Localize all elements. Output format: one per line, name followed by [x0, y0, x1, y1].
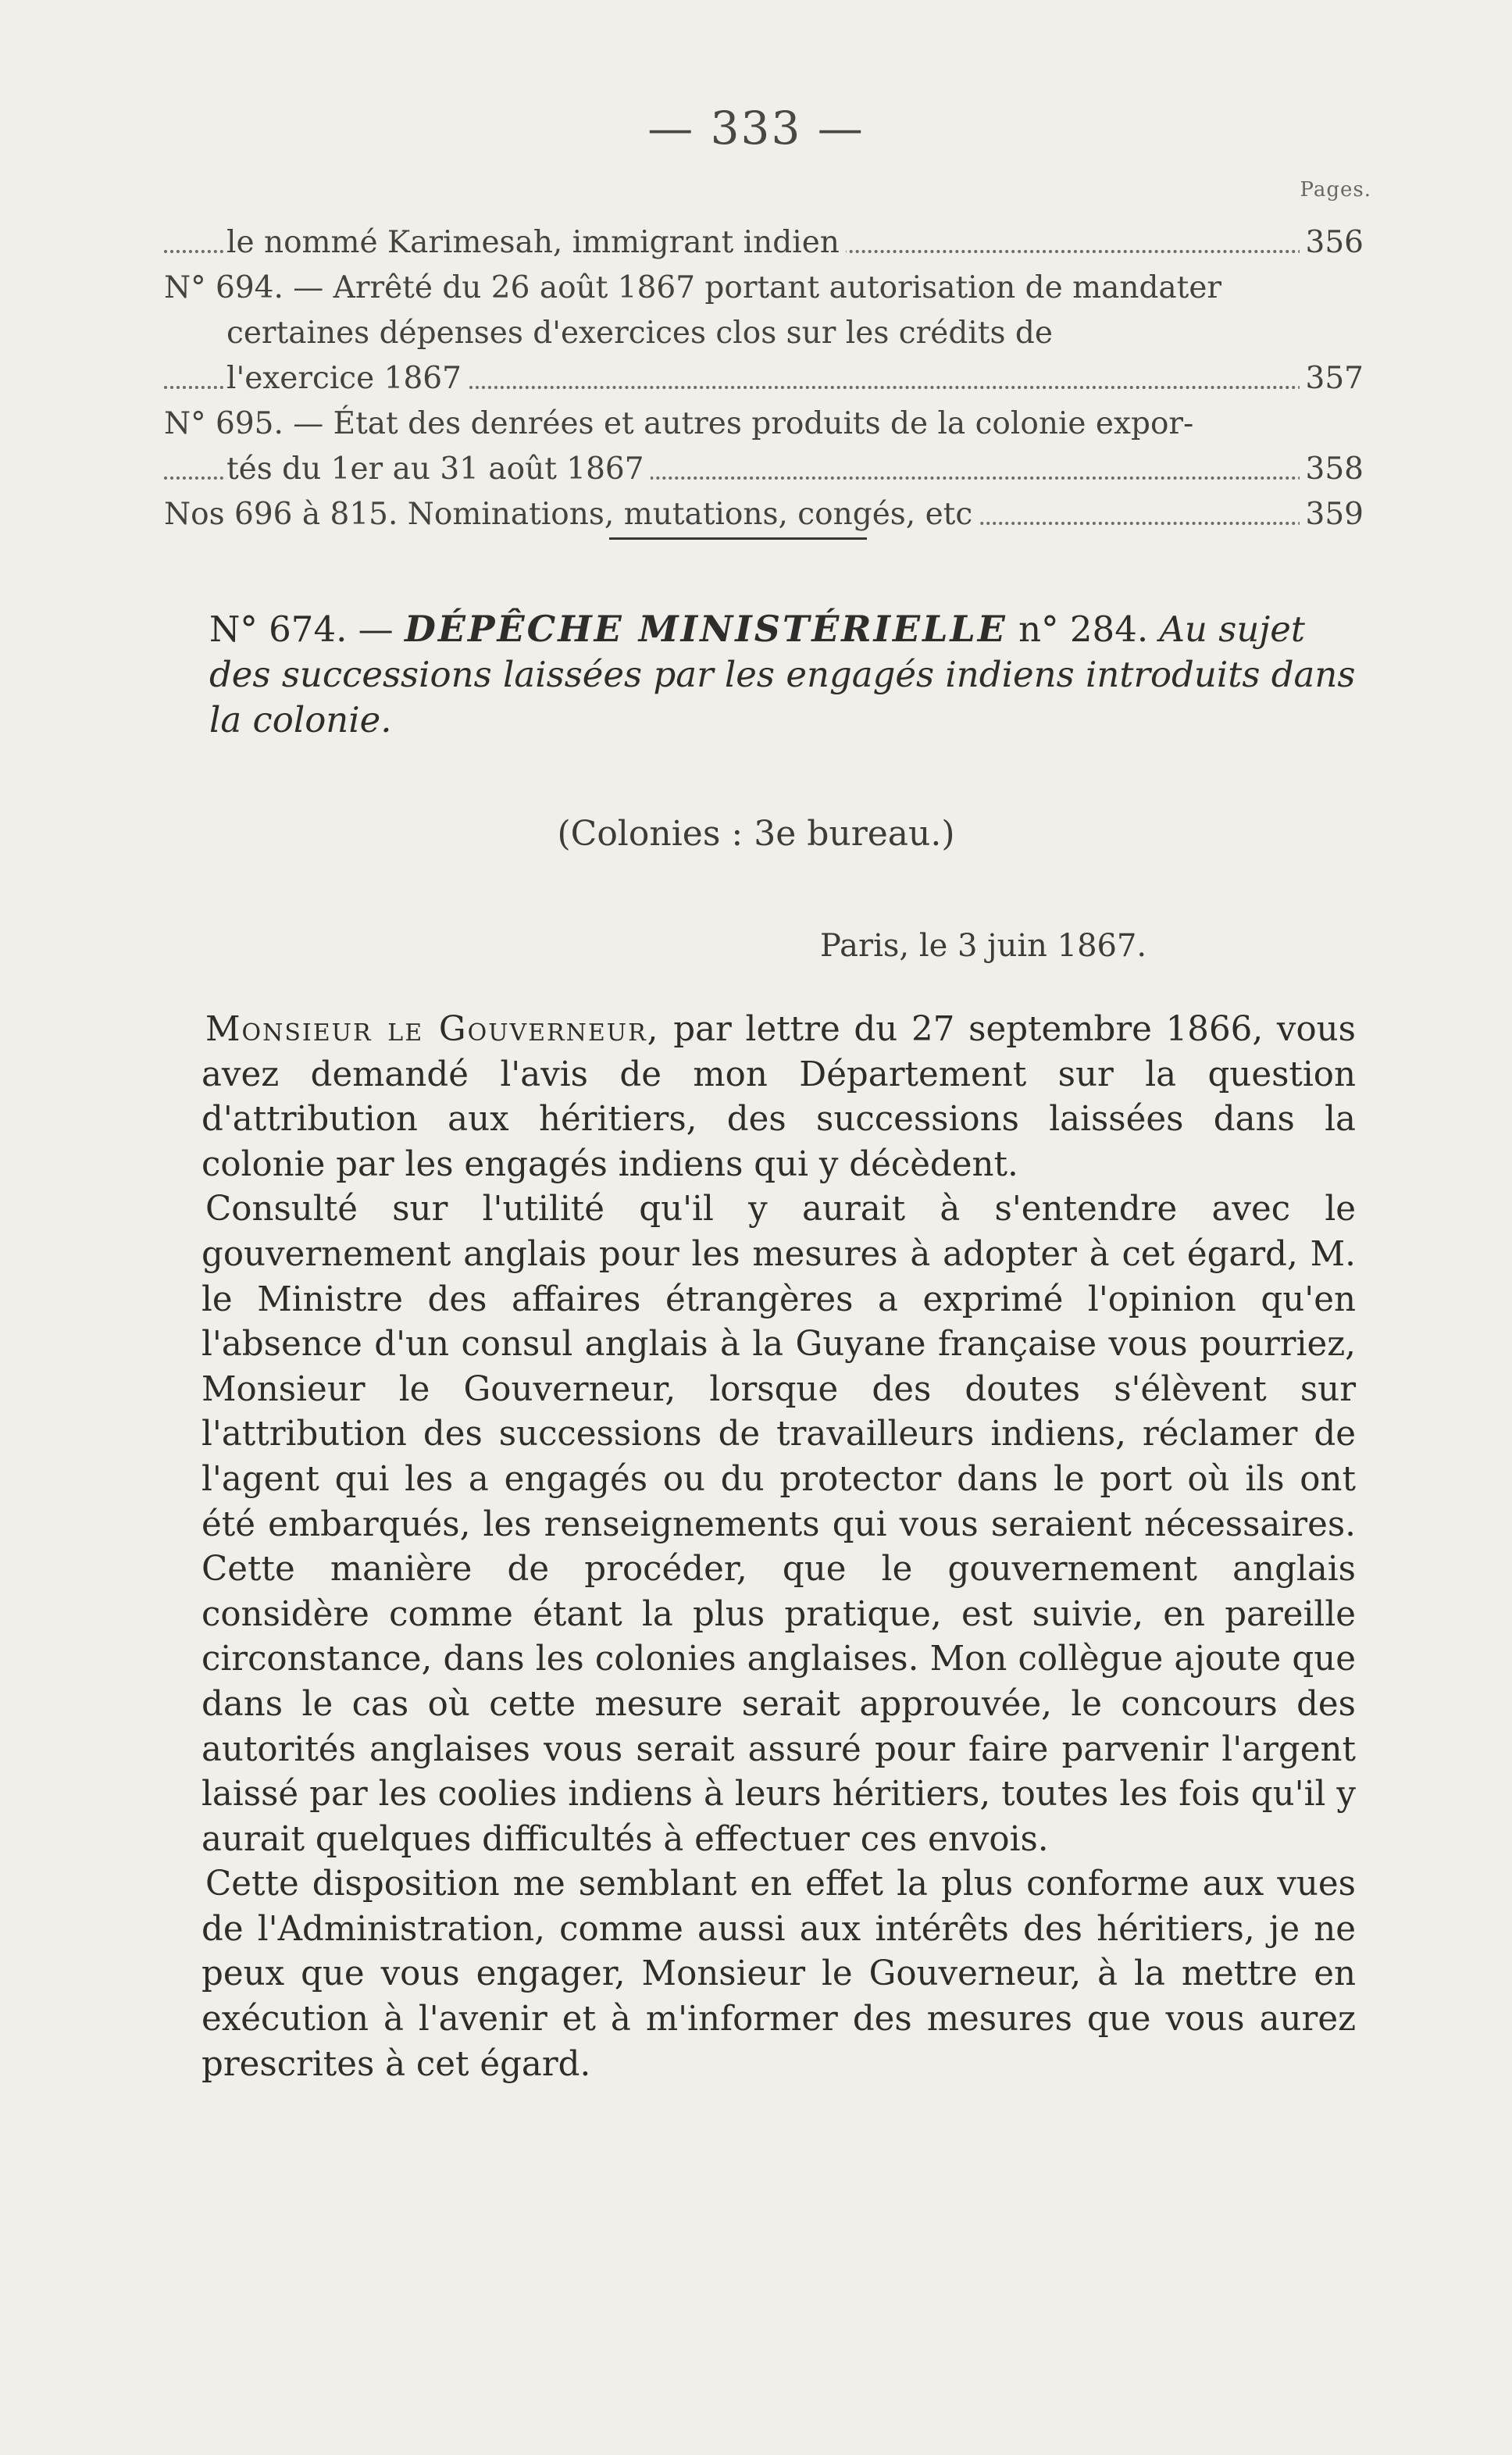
paragraph-1: [201, 1008, 1356, 1187]
section-divider: [609, 537, 867, 540]
page-number: — 333 —: [647, 102, 865, 155]
dispatch-subject: Au sujet des successions laissées par les engagés indiens introduits dans la colonie.: [209, 608, 1356, 740]
bureau-line: (Colonies : 3e bureau.): [557, 814, 955, 854]
toc-entry-text: le nommé Karimesah, immigrant indien: [226, 225, 846, 260]
toc-entry: [164, 266, 1364, 311]
dispatch-body: [201, 1008, 1356, 2087]
dispatch-heading: [209, 606, 1364, 743]
pages-column-label: Pages.: [1300, 178, 1371, 202]
toc-page-number: 358: [1300, 447, 1364, 492]
toc-entry: [164, 447, 1364, 492]
toc-entry: [164, 356, 1364, 401]
toc-entry: [164, 220, 1364, 266]
dispatch-title: DÉPÊCHE MINISTÉRIELLE: [405, 608, 1007, 650]
table-of-contents: [164, 220, 1364, 537]
toc-entry: [164, 401, 1364, 447]
dispatch-sub-number: n° 284.: [1018, 608, 1149, 650]
paragraph-3: Cette disposition me semblant en effet la plus conforme aux vues de l'Administration, comme aussi aux intérêts des héritiers, je ne peux que vous engager, Monsieur le Gouverneur, à la mettre en exécution à l'avenir et à m'informer des mesures que vous aurez prescrites à cet égard.: [201, 1864, 1356, 2084]
toc-entry-text: tés du 1er au 31 août 1867: [226, 451, 651, 487]
salutation: Monsieur le Gouverneur,: [205, 1010, 660, 1049]
toc-page-number: 359: [1300, 492, 1364, 537]
dispatch-date: Paris, le 3 juin 1867.: [820, 928, 1147, 964]
toc-entry: [164, 311, 1364, 356]
paragraph-1-text: par lettre du 27 septembre 1866, vous avez demandé l'avis de mon Département sur la question d'attribution aux héritiers, des successions laissées dans la colonie par les engagés indiens qui y décèdent.: [201, 1010, 1357, 1184]
dispatch-number: N° 674. —: [209, 608, 394, 650]
toc-page-number: 356: [1300, 220, 1364, 266]
toc-entry-text: l'exercice 1867: [226, 361, 468, 396]
toc-entry: [164, 492, 1364, 537]
toc-entry-text: N° 694. — Arrêté du 26 août 1867 portant autorisation de mandater: [164, 270, 1228, 305]
toc-entry-text: N° 695. — État des denrées et autres produits de la colonie expor-: [164, 406, 1200, 441]
paragraph-2: Consulté sur l'utilité qu'il y aurait à s'entendre avec le gouvernement anglais pour les mesures à adopter à cet égard, M. le Ministre des affaires étrangères a exprimé l'opinion qu'en l'absence d'un consul anglais à la Guyane française vous pourriez, Monsieur le Gouverneur, lorsque des doutes s'élèvent sur l'attribution des successions de travailleurs indiens, réclamer de l'agent qui les a engagés ou du protector dans le port où ils ont été embarqués, les renseignements qui vous seraient nécessaires. Cette manière de procéder, que le gouvernement anglais considère comme étant la plus pratique, est suivie, en pareille circonstance, dans les colonies anglaises. Mon collègue ajoute que dans le cas où cette mesure serait approuvée, le concours des autorités anglaises vous serait assuré pour faire parvenir l'argent laissé par les coolies indiens à leurs héritiers, toutes les fois qu'il y aurait quelques difficultés à effectuer ces envois.: [201, 1190, 1356, 1859]
toc-page-number: 357: [1300, 356, 1364, 401]
toc-entry-text: certaines dépenses d'exercices clos sur les crédits de: [226, 316, 1059, 351]
toc-entry-text: Nos 696 à 815. Nominations, mutations, congés, etc: [164, 497, 979, 532]
